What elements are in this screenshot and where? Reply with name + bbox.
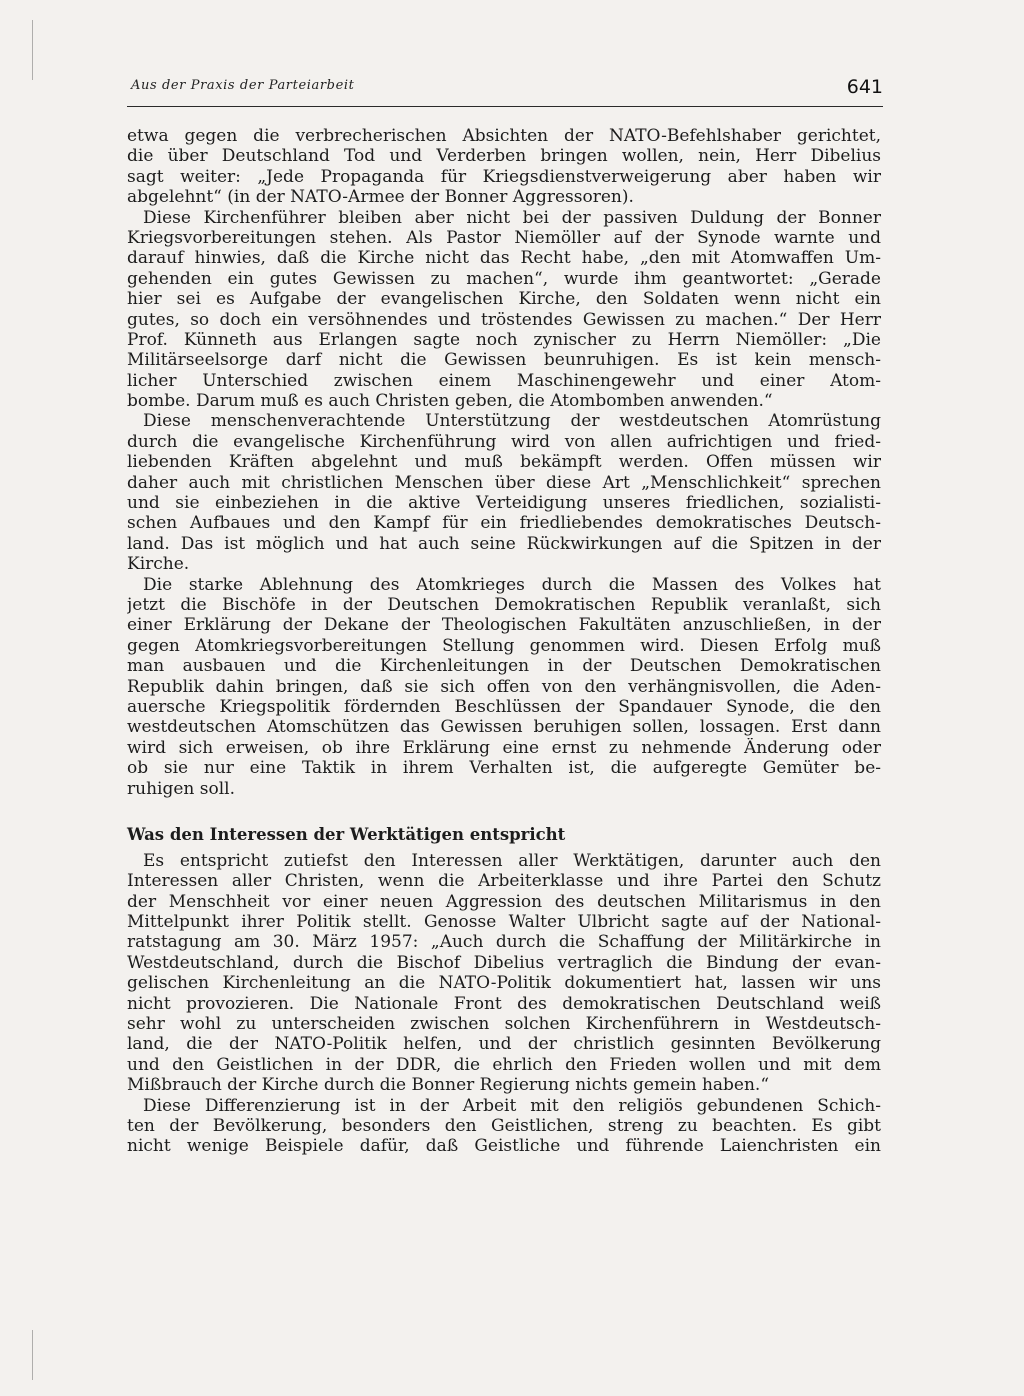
text-line: gegen Atomkriegsvorbereitungen Stellung genommen wird. Diesen Erfolg muß [127,635,881,656]
text-line: Die starke Ablehnung des Atomkrieges durch die Massen des Volkes hat [143,574,881,595]
text-line: darauf hinwies, daß die Kirche nicht das Recht habe, „den mit Atomwaffen Um- [127,248,881,269]
text-line: ruhigen soll. [127,778,235,799]
text-line: Militärseelsorge darf nicht die Gewissen beunruhigen. Es ist kein mensch- [127,350,881,371]
margin-scan-mark [32,1330,33,1380]
text-line: durch die evangelische Kirchenführung wird von allen aufrichtigen und fried- [127,431,881,452]
paragraph [127,411,881,574]
paragraph [127,126,881,208]
text-line: nicht provozieren. Die Nationale Front des demokratischen Deutschland weiß [127,993,881,1014]
text-line: etwa gegen die verbrecherischen Absichten der NATO-Befehlshaber gerichtet, [127,126,881,146]
text-line: und den Geistlichen in der DDR, die ehrlich den Frieden wollen und mit dem [127,1054,881,1075]
text-line: abgelehnt“ (in der NATO-Armee der Bonner Aggressoren). [127,187,634,208]
running-head: Aus der Praxis der Parteiarbeit [131,78,355,93]
page-number: 641 [846,76,883,98]
paragraph [127,575,881,799]
text-line: bombe. Darum muß es auch Christen geben, die Atombomben anwenden.“ [127,391,773,412]
text-line: Prof. Künneth aus Erlangen sagte noch zynischer zu Herrn Niemöller: „Die [127,329,881,350]
text-line: ten der Bevölkerung, besonders den Geistlichen, streng zu beachten. Es gibt [127,1115,881,1136]
text-line: gutes, so doch ein versöhnendes und tröstendes Gewissen zu machen.“ Der Herr [127,309,881,330]
body-text [127,126,881,1157]
page-header [127,76,883,107]
text-line: hier sei es Aufgabe der evangelischen Kirche, den Soldaten wenn nicht ein [127,289,881,310]
text-line: jetzt die Bischöfe in der Deutschen Demokratischen Republik veranlaßt, sich [127,594,881,615]
text-line: Es entspricht zutiefst den Interessen aller Werktätigen, darunter auch den [143,850,881,871]
text-line: licher Unterschied zwischen einem Maschinengewehr und einer Atom- [127,370,881,391]
text-line: nicht wenige Beispiele dafür, daß Geistliche und führende Laienchristen ein [127,1136,881,1157]
text-line: Republik dahin bringen, daß sie sich offen von den verhängnisvollen, die Aden- [127,676,881,697]
text-line: land. Das ist möglich und hat auch seine Rückwirkungen auf die Spitzen in der [127,533,881,554]
text-line: gelischen Kirchenleitung an die NATO-Politik dokumentiert hat, lassen wir uns [127,973,881,994]
text-line: Mißbrauch der Kirche durch die Bonner Regierung nichts gemein haben.“ [127,1075,770,1096]
text-line: die über Deutschland Tod und Verderben bringen wollen, nein, Herr Dibelius [127,146,881,167]
paragraph [127,208,881,412]
text-line: und sie einbeziehen in die aktive Verteidigung unseres friedlichen, sozialisti- [127,493,881,514]
text-line: Diese menschenverachtende Unterstützung der westdeutschen Atomrüstung [143,411,881,432]
text-line: Diese Kirchenführer bleiben aber nicht bei der passiven Duldung der Bonner [143,207,881,228]
text-line: wird sich erweisen, ob ihre Erklärung eine ernst zu nehmende Änderung oder [127,737,881,758]
text-line: der Menschheit vor einer neuen Aggression des deutschen Militarismus in den [127,891,881,912]
text-line: auersche Kriegspolitik fördernden Beschlüssen der Spandauer Synode, die den [127,696,881,717]
text-line: daher auch mit christlichen Menschen über diese Art „Menschlichkeit“ sprechen [127,472,881,493]
text-line: schen Aufbaues und den Kampf für ein friedliebendes demokratisches Deutsch- [127,513,881,534]
margin-scan-mark [32,20,33,80]
text-line: sehr wohl zu unterscheiden zwischen solchen Kirchenführern in Westdeutsch- [127,1014,881,1035]
paragraph [127,1096,881,1157]
text-line: Westdeutschland, durch die Bischof Dibelius vertraglich die Bindung der evan- [127,952,881,973]
text-line: westdeutschen Atomschützen das Gewissen beruhigen sollen, lossagen. Erst dann [127,717,881,738]
text-line: man ausbauen und die Kirchenleitungen in der Deutschen Demokratischen [127,656,881,677]
text-line: Interessen aller Christen, wenn die Arbeiterklasse und ihre Partei den Schutz [127,871,881,892]
text-line: Kriegsvorbereitungen stehen. Als Pastor Niemöller auf der Synode warnte und [127,227,881,248]
text-line: land, die der NATO-Politik helfen, und der christlich gesinnten Bevölkerung [127,1034,881,1055]
text-line: Mittelpunkt ihrer Politik stellt. Genosse Walter Ulbricht sagte auf der National- [127,912,881,933]
text-line: Kirche. [127,554,190,575]
text-line: ratstagung am 30. März 1957: „Auch durch die Schaffung der Militärkirche in [127,932,881,953]
text-line: Diese Differenzierung ist in der Arbeit mit den religiös gebundenen Schich- [143,1095,881,1116]
text-line: gehenden ein gutes Gewissen zu machen“, wurde ihm geantwortet: „Gerade [127,268,881,289]
section-heading: Was den Interessen der Werktätigen entspricht [127,824,566,844]
text-line: ob sie nur eine Taktik in ihrem Verhalten ist, die aufgeregte Gemüter be- [127,758,881,779]
text-line: sagt weiter: „Jede Propaganda für Kriegsdienstverweigerung aber haben wir [127,166,881,187]
paragraph [127,851,881,1096]
text-line: liebenden Kräften abgelehnt und muß bekämpft werden. Offen müssen wir [127,452,881,473]
text-line: einer Erklärung der Dekane der Theologischen Fakultäten anzuschließen, in der [127,615,881,636]
